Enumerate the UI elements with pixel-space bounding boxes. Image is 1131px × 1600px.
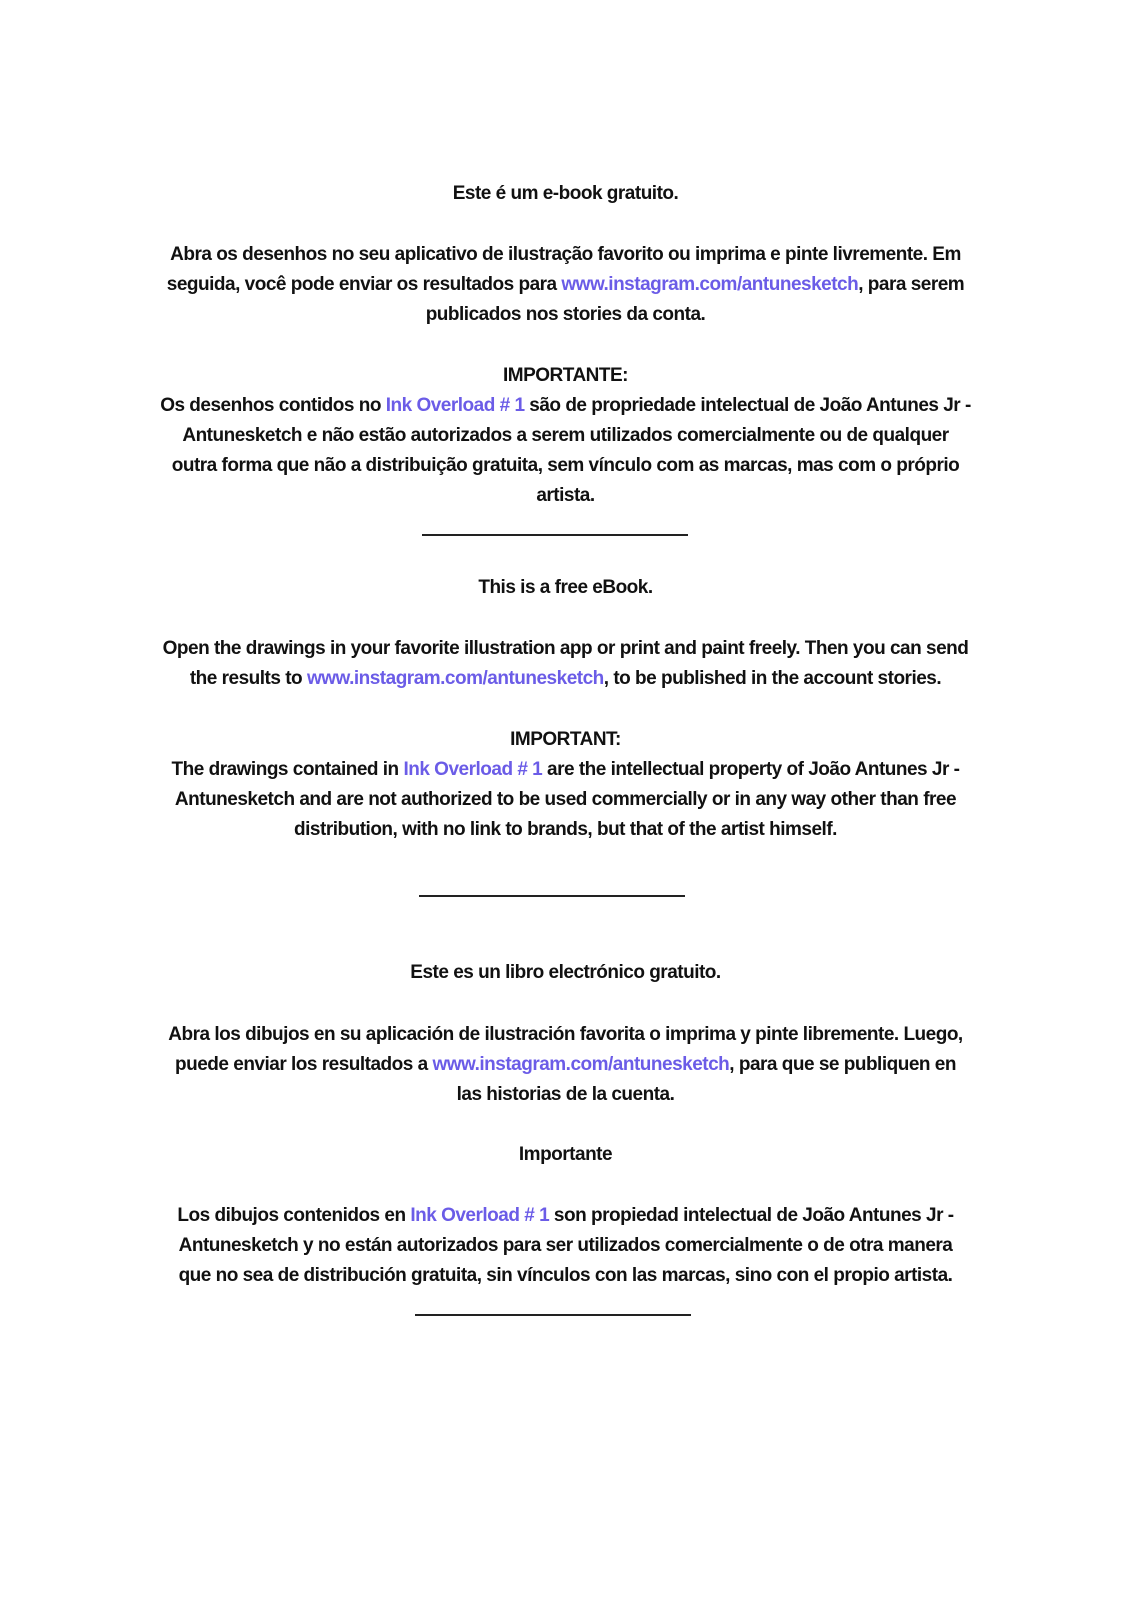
en-body-line-2 [0, 666, 1131, 692]
es-body-line-3: las historias de la cuenta. [456, 1084, 675, 1105]
pt-body-line-2 [0, 272, 1131, 298]
es-notice-line-2: Antunesketch y no están autorizados para ser utilizados comercialmente o de otra manera [178, 1235, 953, 1256]
en-instagram-link[interactable]: www.instagram.com/antunesketch [306, 668, 604, 689]
pt-ink-overload-link[interactable]: Ink Overload # 1 [385, 395, 525, 416]
pt-body-line-1: Abra os desenhos no seu aplicativo de ilustração favorito ou imprima e pinte livremente. Em [170, 244, 961, 265]
en-notice-line-2: Antunesketch and are not authorized to be used commercially or in any way other than free [174, 789, 957, 810]
pt-important-heading: IMPORTANTE: [502, 365, 629, 386]
en-notice-text: The drawings contained in [171, 759, 404, 780]
pt-body-text: seguida, você pode enviar os resultados para [166, 274, 562, 295]
es-body-text: puede enviar los resultados a [175, 1054, 433, 1075]
en-body-line-1: Open the drawings in your favorite illustration app or print and paint freely. Then you can send [162, 638, 969, 659]
es-notice-line-1 [0, 1203, 1131, 1229]
en-notice-line-1 [0, 757, 1131, 783]
en-divider [419, 895, 685, 897]
pt-body-line-3: publicados nos stories da conta. [425, 304, 706, 325]
pt-notice-line-1 [0, 393, 1131, 419]
es-instagram-link[interactable]: www.instagram.com/antunesketch [432, 1054, 730, 1075]
en-notice-text: are the intellectual property of João Antunes Jr - [542, 759, 960, 780]
es-title: Este es un libro electrónico gratuito. [410, 962, 721, 983]
pt-instagram-link[interactable]: www.instagram.com/antunesketch [561, 274, 859, 295]
pt-title: Este é um e-book gratuito. [452, 183, 679, 204]
es-body-text: , para que se publiquen en [729, 1054, 956, 1075]
en-important-heading: IMPORTANT: [510, 729, 621, 750]
pt-notice-line-4: artista. [536, 485, 595, 506]
es-notice-text: Los dibujos contenidos en [177, 1205, 411, 1226]
es-body-line-1: Abra los dibujos en su aplicación de ilustración favorita o imprima y pinte libremente. Luego, [168, 1024, 963, 1045]
es-body-line-2 [0, 1052, 1131, 1078]
pt-notice-line-3: outra forma que não a distribuição gratuita, sem vínculo com as marcas, mas com o próprio [171, 455, 960, 476]
es-important-heading: Importante [518, 1144, 613, 1165]
es-divider [415, 1314, 691, 1316]
en-title: This is a free eBook. [478, 577, 653, 598]
en-body-text: , to be published in the account stories. [603, 668, 942, 689]
pt-divider [422, 534, 688, 536]
pt-notice-line-2: Antunesketch e não estão autorizados a serem utilizados comercialmente ou de qualquer [182, 425, 949, 446]
pt-notice-text: são de propriedade intelectual de João Antunes Jr - [524, 395, 971, 416]
pt-notice-text: Os desenhos contidos no [160, 395, 386, 416]
pt-body-text: , para serem [858, 274, 965, 295]
es-notice-text: son propiedad intelectual de João Antunes Jr - [549, 1205, 954, 1226]
es-ink-overload-link[interactable]: Ink Overload # 1 [410, 1205, 550, 1226]
en-notice-line-3: distribution, with no link to brands, but that of the artist himself. [294, 819, 837, 840]
en-ink-overload-link[interactable]: Ink Overload # 1 [403, 759, 543, 780]
es-notice-line-3: que no sea de distribución gratuita, sin vínculos con las marcas, sino con el propio artista. [178, 1265, 953, 1286]
en-body-text: the results to [189, 668, 307, 689]
